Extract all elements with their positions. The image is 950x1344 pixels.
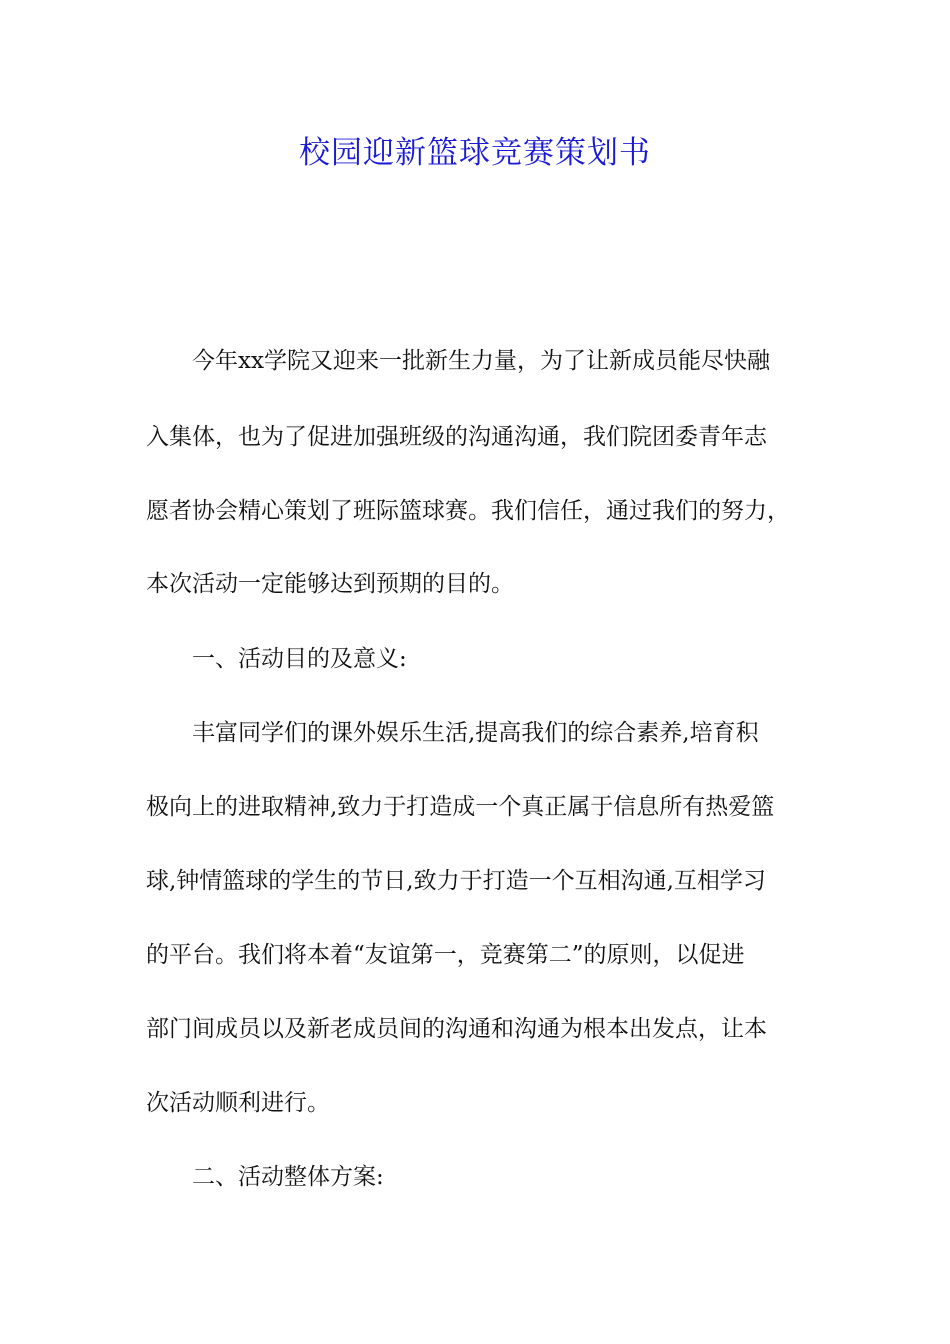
paragraph-line: 今年xx学院又迎来一批新生力量，为了让新成员能尽快融: [192, 348, 770, 374]
paragraph-line: 愿者协会精心策划了班际篮球赛。我们信任，通过我们的努力，: [146, 498, 790, 524]
document-title: 校园迎新篮球竞赛策划书: [299, 135, 651, 171]
paragraph-line: 丰富同学们的课外娱乐生活,提高我们的综合素养,培育积: [192, 720, 759, 746]
paragraph-line: 球,钟情篮球的学生的节日,致力于打造一个互相沟通,互相学习: [146, 868, 766, 894]
paragraph-line: 极向上的进取精神,致力于打造成一个真正属于信息所有热爱篮: [146, 794, 775, 820]
paragraph-line: 入集体，也为了促进加强班级的沟通沟通，我们院团委青年志: [146, 424, 767, 450]
section-heading: 二、活动整体方案:: [192, 1164, 384, 1190]
paragraph-line: 的平台。我们将本着“友谊第一，竞赛第二”的原则，以促进: [146, 942, 745, 968]
paragraph-line: 部门间成员以及新老成员间的沟通和沟通为根本出发点，让本: [146, 1016, 767, 1042]
paragraph-line: 次活动顺利进行。: [146, 1090, 330, 1116]
paragraph-line: 本次活动一定能够达到预期的目的。: [146, 571, 514, 597]
section-heading: 一、活动目的及意义:: [192, 646, 407, 672]
